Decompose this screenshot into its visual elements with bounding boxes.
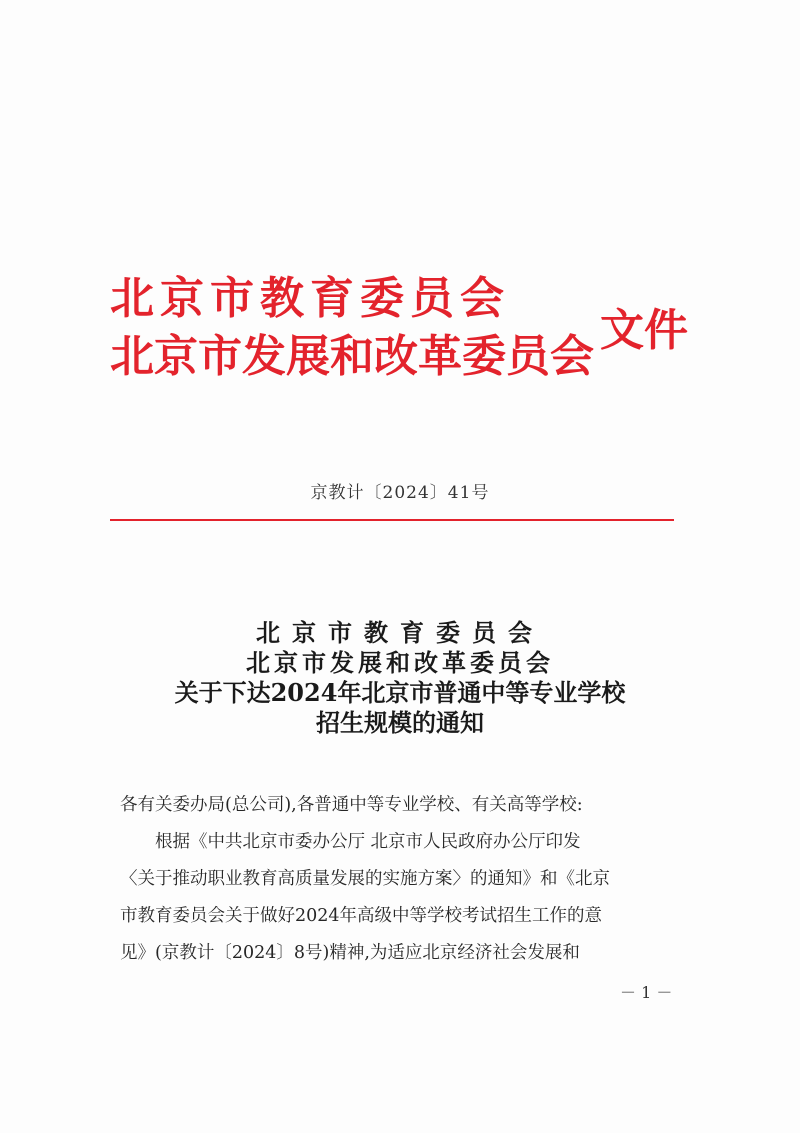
document-number: 京教计〔2024〕41号 xyxy=(310,483,490,503)
masthead-organizations xyxy=(110,270,594,386)
masthead-org-education-commission: 北京市教育委员会 xyxy=(110,273,510,324)
title-line-3: 关于下达2024年北京市普通中等专业学校 xyxy=(174,678,626,707)
salutation: 各有关委办局(总公司),各普通中等专业学校、有关高等学校: xyxy=(120,795,583,815)
red-divider-line xyxy=(110,519,674,521)
body-line: 见》(京教计〔2024〕8号)精神,为适应北京经济社会发展和 xyxy=(120,943,580,963)
body-line: 市教育委员会关于做好2024年高级中等学校考试招生工作的意 xyxy=(120,906,603,926)
title-line-4: 招生规模的通知 xyxy=(316,708,484,737)
title-line-1: 北京市教育委员会 xyxy=(256,618,544,647)
masthead-document-suffix: 文件 xyxy=(600,305,688,356)
red-masthead xyxy=(110,270,710,410)
masthead-org-development-reform-commission: 北京市发展和改革委员会 xyxy=(110,331,594,382)
body-line: 〈关于推动职业教育高质量发展的实施方案〉的通知》和《北京 xyxy=(120,869,610,889)
page-number: － 1 － xyxy=(620,983,673,1002)
document-body xyxy=(120,787,692,972)
body-line: 根据《中共北京市委办公厅 北京市人民政府办公厅印发 xyxy=(155,832,581,852)
title-line-2: 北京市发展和改革委员会 xyxy=(246,648,554,677)
document-title xyxy=(0,618,800,738)
